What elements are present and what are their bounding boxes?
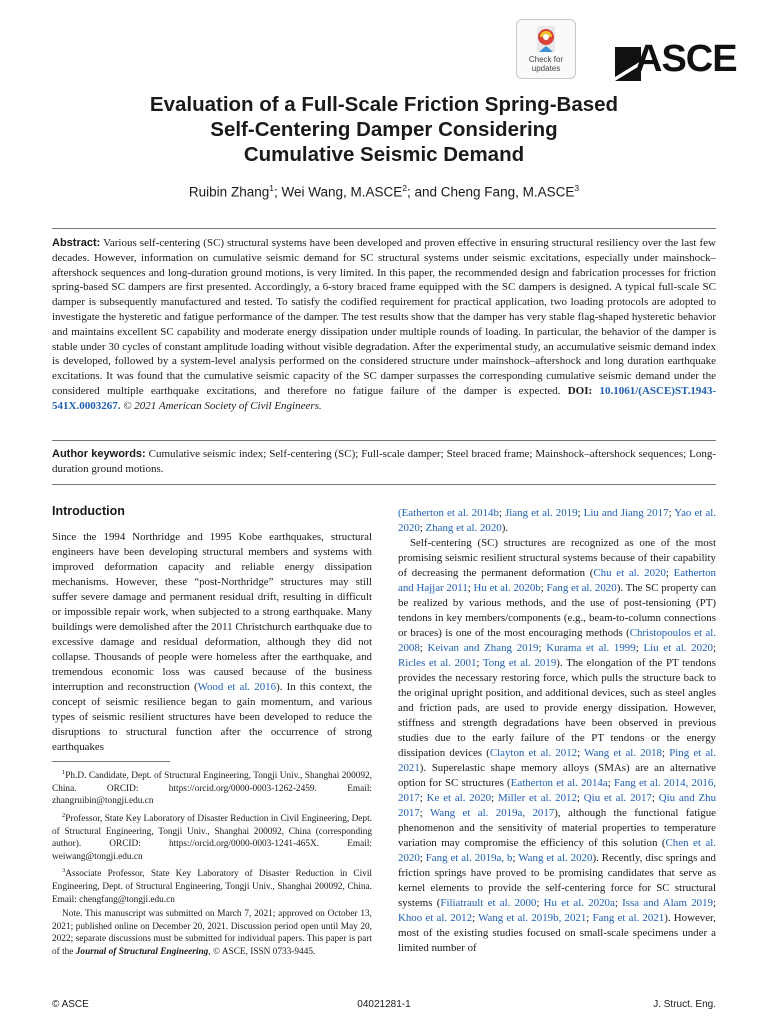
- text: ;: [498, 507, 506, 519]
- footnote-2-text: Professor, State Key Laboratory of Disaster Reduction in Civil Engineering, Dept. of Structural Engineering, Tongji Univ., Shanghai 200092, China (corresponding author). ORCID: https://orcid.org/0000-0003-1241-465X. Email: weiwang@tongji.edu.cn: [52, 813, 372, 862]
- citation-link[interactable]: Issa and Alam 2019: [622, 897, 713, 909]
- text: ;: [668, 507, 675, 519]
- author-3: ; and Cheng Fang, M.ASCE: [407, 184, 575, 200]
- footer-page-id: 04021281-1: [357, 999, 411, 1010]
- footer-journal: J. Struct. Eng.: [653, 999, 716, 1010]
- doi-link[interactable]: 10.1061/(ASCE)ST.1943-541X.0003267.: [52, 384, 717, 412]
- citation-link[interactable]: Wang et al. 2019b, 2021: [478, 912, 587, 924]
- text: ). The elongation of the PT tendons provides the necessary restoring force, which pulls the structure back to the original upright position, and additional devices, such as steel angles and friction pads, are used to provide energy dissipation. However, stiffness and strength degradations have been observed in previous studies due to the early failure of the PT tendons or the energy dissipation devices (: [398, 657, 716, 759]
- footnote-1-sup: 1: [62, 769, 66, 776]
- journal-name: Journal of Structural Engineering: [75, 947, 209, 957]
- left-column: [52, 530, 372, 755]
- footer-publisher: © ASCE: [52, 999, 89, 1010]
- text: ;: [607, 777, 614, 789]
- text: ;: [635, 642, 644, 654]
- citation-link[interactable]: Chu et al. 2020: [593, 567, 666, 579]
- citation-link[interactable]: Wood et al. 2016: [197, 681, 277, 693]
- text: ;: [419, 807, 431, 819]
- author-1: Ruibin Zhang: [188, 184, 270, 200]
- text: ;: [662, 747, 670, 759]
- citation-link[interactable]: Zhang et al. 2020: [425, 522, 502, 534]
- citation-link[interactable]: Ricles et al. 2001: [398, 657, 477, 669]
- keywords-label: Author keywords:: [52, 448, 146, 460]
- citation-link[interactable]: Ke et al. 2020: [426, 792, 492, 804]
- citation-link[interactable]: Jiang et al. 2019: [505, 507, 578, 519]
- author-3-sup: 3: [574, 183, 580, 193]
- right-column: [398, 506, 716, 956]
- text: ;: [536, 897, 544, 909]
- citation-link[interactable]: Khoo et al. 2012: [398, 912, 473, 924]
- footnote-2: [52, 810, 372, 863]
- paper-title: [60, 92, 708, 167]
- text: ;: [712, 642, 716, 654]
- divider-mid: [52, 440, 716, 441]
- text: Self-centering (SC) structures are recognized as one of the most promising seismic resilient structural systems because of their capability of decreasing the permanent deformation (: [398, 537, 716, 579]
- text: ;: [651, 792, 659, 804]
- citation-link[interactable]: Yao et al. 2020: [398, 507, 716, 534]
- citation-link[interactable]: Eatherton and Hajjar 2011: [398, 567, 716, 594]
- note-text: , © ASCE, ISSN 0733-9445.: [208, 947, 316, 957]
- check-for-updates-badge[interactable]: [516, 19, 576, 79]
- footnote-3-sup: 3: [62, 867, 66, 875]
- author-2-sup: 2: [402, 183, 407, 193]
- citation-link[interactable]: Keivan and Zhang 2019: [427, 642, 539, 654]
- text: ;: [419, 642, 428, 654]
- footnote-divider: [52, 761, 170, 762]
- text: ).: [501, 522, 509, 534]
- citation-link[interactable]: Wang et al. 2020: [518, 852, 593, 864]
- abstract-label: Abstract:: [52, 237, 101, 249]
- text: ;: [419, 522, 426, 534]
- footnote-1: [52, 767, 372, 808]
- section-heading-introduction: Introduction: [52, 504, 125, 518]
- citation-link[interactable]: Miller et al. 2012: [497, 792, 577, 804]
- text: ;: [538, 642, 547, 654]
- text: ;: [419, 792, 427, 804]
- citation-link[interactable]: Wang et al. 2018: [584, 747, 662, 759]
- intro-paragraph-1: [52, 530, 372, 755]
- right-paragraph-2: [398, 536, 716, 956]
- citation-link[interactable]: (Eatherton et al. 2014b: [398, 507, 499, 519]
- intro-text: Since the 1994 Northridge and 1995 Kobe earthquakes, structural engineers have been developing structural members and systems with improved deformation capacity and reliable energy dissipation mechanisms. However, these “post-Northridge” structures may still suffer severe damage and permanent residual drift, resulting in difficult or impossible repair work, when subjected to a strong earthquake. Many buildings were demolished after the 2011 Christchurch earthquake due to excessive damage and residual deformation, although they did not collapse. Thousands of people were homeless after the earthquake, and tremendous economic loss was caused because of the business interruption and reconstruction (: [52, 531, 372, 693]
- abstract-text: Various self-centering (SC) structural systems have been developed and proven effective in ensuring structural resiliency over the last few decades. However, information on cumulative seismic demand for SC structural systems under seismic excitations, especially under mainshock–aftershock sequences and long-duration ground motions, is very limited. In this paper, the recommended design and fabrication processes for friction spring-based SC dampers are first presented. Accordingly, a 6-story braced frame equipped with the SC dampers is designed. A typical full-scale SC damper is subsequently manufactured and tested. To satisfy the codified requirement for practical application, two loading protocols are adopted to investigate the hysteretic and fatigue performance of the damper. The test results show that the damper has very stable flag-shaped hysteretic behavior and maintains excellent SC capability and moderate energy dissipation under multiple rounds of loading. In particular, the behavior of the damper is stable under 30 cycles of constant amplitude loading without visible degradation. After the experimental study, an accumulative seismic demand index is developed, followed by a system-level analysis performed on the considered structure under mainshock–aftershock and long duration earthquake excitations. It was found that the cumulative seismic capacity of the SC damper surpasses the corresponding cumulative seismic demand under the considered multiple earthquake excitations, and therefore no fatigue failure of the damper is expected.: [52, 237, 716, 397]
- footnote-2-sup: 2: [62, 811, 66, 819]
- citation-link[interactable]: Hu et al. 2020a: [543, 897, 615, 909]
- text: ;: [540, 582, 547, 594]
- text: ). The SC property can be realized by various methods, and the use of post-tensioning (PT) tendons in key members/components (e.g., beam-to-column connections or braces) is one of the most encouraging methods (: [398, 582, 717, 639]
- citation-link[interactable]: Fang et al. 2014, 2016, 2017: [398, 777, 717, 804]
- text: ;: [576, 792, 584, 804]
- citation-link[interactable]: Chen et al. 2020: [398, 837, 716, 864]
- title-line-2: Self-Centering Damper Considering: [210, 118, 558, 141]
- crossmark-icon: [517, 22, 575, 56]
- asce-logo-text: ASCE: [635, 38, 737, 80]
- citation-link[interactable]: Qiu et al. 2017: [583, 792, 652, 804]
- citation-link[interactable]: Fang et al. 2021: [592, 912, 665, 924]
- author-keywords: [52, 447, 716, 477]
- text: ;: [491, 792, 498, 804]
- badge-line1: Check for: [528, 55, 564, 64]
- citation-link[interactable]: Wang et al. 2019a, 2017: [430, 807, 555, 819]
- citation-link[interactable]: Fang et al. 2020: [546, 582, 617, 594]
- text: ;: [577, 507, 584, 519]
- citation-link[interactable]: Clayton et al. 2012: [489, 747, 578, 759]
- citation-link[interactable]: Ping et al. 2021: [398, 747, 716, 774]
- citation-link[interactable]: Liu et al. 2020: [643, 642, 713, 654]
- text: ;: [467, 582, 474, 594]
- citation-link[interactable]: Eatherton et al. 2014a: [510, 777, 608, 789]
- text: ), although the functional fatigue phenomenon and the sensitivity of material properties to temperature variation may compromise the efficiency of this solution (: [398, 807, 717, 849]
- text: ). Recently, disc springs and friction springs have proved to be promising candidates that serve as kernel elements to provide the self-centering force for SC structural systems (: [398, 852, 716, 909]
- citation-link[interactable]: Filiatrault et al. 2000: [440, 897, 537, 909]
- authors: [60, 183, 708, 200]
- intro-text: ). In this context, the concept of seismic resilience began to gain momentum, and various types of seismic resilient structures have been developed to reduce the disruptions to structural function after the occurrence of strong earthquakes: [52, 681, 372, 753]
- divider-top: [52, 228, 716, 229]
- footnotes: [52, 767, 372, 961]
- text: ;: [419, 852, 426, 864]
- asce-logo: [613, 38, 737, 84]
- badge-line2: updates: [531, 64, 561, 73]
- title-line-1: Evaluation of a Full-Scale Friction Spring-Based: [149, 93, 619, 116]
- citation-link[interactable]: Liu and Jiang 2017: [583, 507, 669, 519]
- text: ;: [472, 912, 479, 924]
- text: ;: [614, 897, 623, 909]
- citation-link[interactable]: Qiu and Zhu 2017: [398, 792, 717, 819]
- note-text: Note. This manuscript was submitted on March 7, 2021; approved on October 13, 2021; published online on December 20, 2021. Discussion period open until May 20, 2022; separate discussions must be submitted for individual papers. This paper is part of the: [52, 909, 372, 957]
- citation-link[interactable]: Kurama et al. 1999: [546, 642, 636, 654]
- text: ). Superelastic shape memory alloys (SMAs) are an alternative option for SC structures (: [398, 762, 716, 789]
- author-1-sup: 1: [269, 183, 274, 193]
- keywords-text: Cumulative seismic index; Self-centering (SC); Full-scale damper; Steel braced frame; Mainshock–aftershock sequences; Long-duration ground motions.: [52, 448, 716, 475]
- text: ;: [665, 567, 674, 579]
- copyright: © 2021 American Society of Civil Engineers.: [120, 399, 322, 412]
- right-paragraph-1: [398, 506, 716, 536]
- citation-link[interactable]: Hu et al. 2020b: [473, 582, 541, 594]
- citation-link[interactable]: Fang et al. 2019a, b: [425, 852, 513, 864]
- text: ;: [476, 657, 483, 669]
- text: ). However, most of the existing studies focused on small-scale specimens under a limited number of: [398, 912, 716, 954]
- citation-link[interactable]: Christopoulos et al. 2008: [398, 627, 716, 654]
- author-2: ; Wei Wang, M.ASCE: [273, 184, 403, 200]
- divider-bottom: [52, 484, 716, 485]
- title-line-3: Cumulative Seismic Demand: [243, 143, 525, 166]
- text: ;: [577, 747, 585, 759]
- abstract: [52, 236, 716, 414]
- footnote-3: [52, 865, 372, 906]
- footnote-1-text: Ph.D. Candidate, Dept. of Structural Engineering, Tongji Univ., Shanghai 200092, China. ORCID: https://orcid.org/0000-0003-1262-2459. Email: zhangruibin@tongji.edu.cn: [52, 771, 372, 807]
- text: ;: [586, 912, 593, 924]
- submission-note: [52, 908, 372, 958]
- text: ;: [512, 852, 519, 864]
- text: ;: [712, 897, 717, 909]
- footnote-3-text: Associate Professor, State Key Laboratory of Disaster Reduction in Civil Engineering, Dept. of Structural Engineering, Tongji Univ., Shanghai 200092, China. Email: chengfang@tongji.edu.cn: [52, 869, 372, 905]
- doi-label: DOI:: [567, 384, 593, 397]
- citation-link[interactable]: Tong et al. 2019: [482, 657, 557, 669]
